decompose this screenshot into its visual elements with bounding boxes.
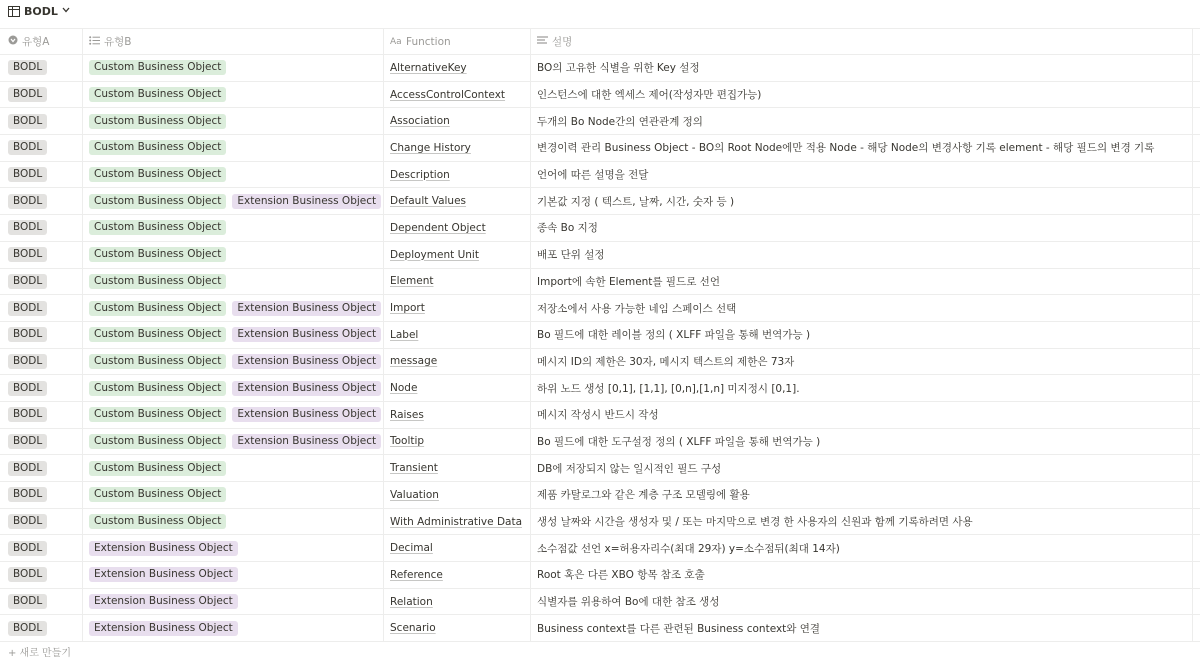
svg-text:Aa: Aa (390, 36, 402, 45)
function-name[interactable]: Association (390, 115, 450, 128)
type-b-cell[interactable] (83, 188, 384, 214)
overflow-cell (1193, 82, 1200, 108)
table-row[interactable] (0, 269, 1200, 296)
type-b-cell[interactable] (83, 482, 384, 508)
type-b-tag: Extension Business Object (232, 194, 381, 209)
type-a-cell[interactable] (0, 295, 83, 321)
overflow-cell (1193, 375, 1200, 401)
overflow-cell (1193, 188, 1200, 214)
function-cell[interactable] (384, 455, 531, 481)
table-row[interactable] (0, 55, 1200, 82)
type-b-tag: Extension Business Object (232, 407, 381, 422)
description-text: 생성 날짜와 시간을 생성자 및 / 또는 마지막으로 변경 한 사용자의 신원과 함께 기록하려면 사용 (537, 516, 973, 529)
table-row[interactable] (0, 349, 1200, 376)
function-cell[interactable] (384, 589, 531, 615)
type-b-cell[interactable] (83, 322, 384, 348)
table-row[interactable] (0, 509, 1200, 536)
type-a-tag: BODL (8, 60, 47, 75)
function-cell[interactable] (384, 188, 531, 214)
function-name[interactable]: Default Values (390, 195, 467, 208)
description-cell[interactable] (531, 429, 1193, 455)
table-row[interactable] (0, 375, 1200, 402)
table-row[interactable] (0, 322, 1200, 349)
description-text: 하위 노드 생성 [0,1], [1,1], [0,n],[1,n] 미지정시 [0,1]. (537, 382, 800, 395)
type-a-cell[interactable] (0, 82, 83, 108)
function-cell[interactable] (384, 215, 531, 241)
type-b-tag: Custom Business Object (89, 194, 226, 209)
type-b-tag: Custom Business Object (89, 461, 226, 476)
overflow-cell (1193, 295, 1200, 321)
description-text: 식별자를 위용하여 Bo에 대한 참조 생성 (537, 596, 720, 609)
type-a-cell[interactable] (0, 215, 83, 241)
new-row-button[interactable]: + 새로 만들기 (8, 648, 72, 659)
description-text: 제품 카탈로그와 같은 계층 구조 모델링에 활용 (537, 489, 750, 502)
type-b-tag: Custom Business Object (89, 407, 226, 422)
type-b-tag: Extension Business Object (232, 327, 381, 342)
overflow-cell (1193, 429, 1200, 455)
type-b-cell[interactable] (83, 82, 384, 108)
type-b-cell[interactable] (83, 615, 384, 641)
overflow-cell (1193, 269, 1200, 295)
function-name[interactable]: Reference (390, 568, 443, 581)
table-row[interactable] (0, 108, 1200, 135)
function-name[interactable]: With Administrative Data (390, 515, 523, 528)
description-cell[interactable] (531, 402, 1193, 428)
description-text: 기본값 지정 ( 텍스트, 날짜, 시간, 숫자 등 ) (537, 195, 735, 208)
overflow-cell (1193, 242, 1200, 268)
type-b-tag: Custom Business Object (89, 434, 226, 449)
type-a-cell[interactable] (0, 269, 83, 295)
table-row[interactable] (0, 482, 1200, 509)
type-b-tag: Custom Business Object (89, 60, 226, 75)
type-b-tag: Extension Business Object (232, 381, 381, 396)
function-cell[interactable] (384, 429, 531, 455)
description-text: Root 혹은 다른 XBO 항목 참조 호출 (537, 569, 705, 582)
type-b-cell[interactable] (83, 108, 384, 134)
function-cell[interactable] (384, 242, 531, 268)
column-label: 유형A (22, 36, 50, 48)
type-a-cell[interactable] (0, 562, 83, 588)
function-name[interactable]: Scenario (390, 622, 436, 635)
type-b-tag: Extension Business Object (89, 567, 238, 582)
function-cell[interactable] (384, 295, 531, 321)
type-a-cell[interactable] (0, 188, 83, 214)
description-cell[interactable] (531, 269, 1193, 295)
type-a-cell[interactable] (0, 162, 83, 188)
type-a-cell[interactable] (0, 615, 83, 641)
function-name[interactable]: Decimal (390, 542, 433, 555)
overflow-cell (1193, 455, 1200, 481)
type-b-tag: Custom Business Object (89, 274, 226, 289)
function-cell[interactable] (384, 322, 531, 348)
function-cell[interactable] (384, 615, 531, 641)
description-text: Bo 필드에 대한 레이블 정의 ( XLFF 파일을 통해 번역가능 ) (537, 329, 811, 342)
description-text: 배포 단위 설정 (537, 249, 605, 262)
table-row[interactable] (0, 135, 1200, 162)
function-cell[interactable] (384, 402, 531, 428)
overflow-cell (1193, 322, 1200, 348)
type-a-cell[interactable] (0, 509, 83, 535)
type-a-cell[interactable] (0, 242, 83, 268)
column-header-function[interactable] (384, 29, 531, 54)
type-b-cell[interactable] (83, 455, 384, 481)
function-cell[interactable] (384, 562, 531, 588)
type-a-tag: BODL (8, 354, 47, 369)
description-cell[interactable] (531, 55, 1193, 81)
overflow-cell (1193, 215, 1200, 241)
description-text: BO의 고유한 식별을 위한 Key 설정 (537, 62, 700, 75)
function-name[interactable]: Import (390, 302, 425, 315)
type-a-cell[interactable] (0, 108, 83, 134)
column-header-type-b[interactable] (83, 29, 384, 54)
type-a-cell[interactable] (0, 322, 83, 348)
table-row[interactable] (0, 295, 1200, 322)
description-cell[interactable] (531, 188, 1193, 214)
view-header[interactable] (0, 0, 1200, 22)
table-row[interactable] (0, 429, 1200, 456)
type-b-cell[interactable] (83, 55, 384, 81)
column-label: 유형B (104, 36, 132, 48)
type-a-tag: BODL (8, 167, 47, 182)
description-cell[interactable] (531, 482, 1193, 508)
type-b-tag: Custom Business Object (89, 381, 226, 396)
description-cell[interactable] (531, 82, 1193, 108)
type-b-tag: Extension Business Object (89, 594, 238, 609)
function-cell[interactable] (384, 162, 531, 188)
table-row[interactable] (0, 535, 1200, 562)
type-b-cell[interactable] (83, 535, 384, 561)
type-b-tag: Extension Business Object (89, 541, 238, 556)
description-cell[interactable] (531, 135, 1193, 161)
type-b-cell[interactable] (83, 509, 384, 535)
type-a-tag: BODL (8, 434, 47, 449)
type-b-cell[interactable] (83, 162, 384, 188)
function-cell[interactable] (384, 55, 531, 81)
type-b-cell[interactable] (83, 402, 384, 428)
column-header-type-a[interactable] (0, 29, 83, 54)
description-text: 변경이력 관리 Business Object - BO의 Root Node에만 적용 Node - 해당 Node의 변경사항 기록 element - 해당 필드의 변경 기록 (537, 142, 1155, 155)
overflow-cell (1193, 135, 1200, 161)
table-row[interactable] (0, 562, 1200, 589)
description-cell[interactable] (531, 108, 1193, 134)
type-a-tag: BODL (8, 274, 47, 289)
function-name[interactable]: AlternativeKey (390, 61, 467, 74)
table-row[interactable] (0, 615, 1200, 642)
type-b-tag: Custom Business Object (89, 327, 226, 342)
function-cell[interactable] (384, 482, 531, 508)
description-cell[interactable] (531, 322, 1193, 348)
overflow-cell (1193, 55, 1200, 81)
type-a-tag: BODL (8, 194, 47, 209)
type-a-cell[interactable] (0, 135, 83, 161)
description-cell[interactable] (531, 375, 1193, 401)
select-icon (8, 35, 18, 48)
table-row[interactable] (0, 188, 1200, 215)
type-a-tag: BODL (8, 567, 47, 582)
column-header-description[interactable] (531, 29, 1193, 54)
description-cell[interactable] (531, 615, 1193, 641)
function-name[interactable]: Valuation (390, 488, 439, 501)
overflow-cell (1193, 589, 1200, 615)
table-icon (8, 6, 20, 17)
type-b-cell[interactable] (83, 589, 384, 615)
overflow-cell (1193, 562, 1200, 588)
type-b-tag: Extension Business Object (89, 621, 238, 636)
type-b-tag: Custom Business Object (89, 487, 226, 502)
description-cell[interactable] (531, 535, 1193, 561)
type-a-tag: BODL (8, 87, 47, 102)
function-cell[interactable] (384, 535, 531, 561)
description-text: 메시지 ID의 제한은 30자, 메시지 텍스트의 제한은 73자 (537, 355, 795, 368)
multi-select-icon (89, 36, 100, 48)
type-b-tag: Custom Business Object (89, 114, 226, 129)
type-b-cell[interactable] (83, 242, 384, 268)
description-cell[interactable] (531, 455, 1193, 481)
overflow-cell (1193, 108, 1200, 134)
text-icon (537, 36, 548, 48)
description-cell[interactable] (531, 215, 1193, 241)
type-b-tag: Extension Business Object (232, 434, 381, 449)
function-name[interactable]: Deployment Unit (390, 248, 479, 261)
table-header (0, 28, 1200, 55)
chevron-down-icon[interactable] (62, 6, 70, 16)
type-a-cell[interactable] (0, 55, 83, 81)
description-cell[interactable] (531, 242, 1193, 268)
function-name[interactable]: Description (390, 168, 450, 181)
table-row[interactable] (0, 215, 1200, 242)
type-a-tag: BODL (8, 541, 47, 556)
function-name[interactable]: Change History (390, 141, 471, 154)
overflow-cell (1193, 349, 1200, 375)
function-cell[interactable] (384, 509, 531, 535)
description-cell[interactable] (531, 295, 1193, 321)
type-a-cell[interactable] (0, 455, 83, 481)
function-cell[interactable] (384, 375, 531, 401)
description-text: Import에 속한 Element를 필드로 선언 (537, 275, 720, 288)
description-text: Business context를 다른 관련된 Business context와 연결 (537, 622, 821, 635)
type-a-tag: BODL (8, 514, 47, 529)
type-b-tag: Extension Business Object (232, 301, 381, 316)
function-cell[interactable] (384, 349, 531, 375)
type-a-tag: BODL (8, 327, 47, 342)
description-cell[interactable] (531, 349, 1193, 375)
type-a-tag: BODL (8, 407, 47, 422)
type-b-tag: Custom Business Object (89, 514, 226, 529)
type-a-tag: BODL (8, 114, 47, 129)
type-a-cell[interactable] (0, 402, 83, 428)
description-cell[interactable] (531, 509, 1193, 535)
overflow-cell (1193, 482, 1200, 508)
description-text: DB에 저장되지 않는 일시적인 필드 구성 (537, 462, 722, 475)
type-b-tag: Custom Business Object (89, 87, 226, 102)
view-title[interactable]: BODL (24, 4, 58, 18)
type-b-tag: Custom Business Object (89, 140, 226, 155)
function-name[interactable]: Tooltip (390, 435, 425, 448)
type-b-tag: Custom Business Object (89, 220, 226, 235)
type-b-cell[interactable] (83, 269, 384, 295)
table-row[interactable] (0, 242, 1200, 269)
type-a-cell[interactable] (0, 429, 83, 455)
description-text: 언어에 따른 설명을 전달 (537, 169, 649, 182)
type-b-tag: Custom Business Object (89, 167, 226, 182)
type-b-cell[interactable] (83, 215, 384, 241)
type-a-tag: BODL (8, 621, 47, 636)
type-a-tag: BODL (8, 301, 47, 316)
description-text: 인스턴스에 대한 엑세스 제어(작성자만 편집가능) (537, 89, 762, 102)
function-name[interactable]: Transient (390, 462, 438, 475)
database-table (0, 28, 1200, 642)
function-name[interactable]: Raises (390, 408, 424, 421)
type-b-cell[interactable] (83, 562, 384, 588)
type-b-cell[interactable] (83, 429, 384, 455)
function-cell[interactable] (384, 269, 531, 295)
type-a-tag: BODL (8, 247, 47, 262)
overflow-cell (1193, 402, 1200, 428)
function-cell[interactable] (384, 82, 531, 108)
type-a-tag: BODL (8, 487, 47, 502)
column-label: Function (406, 35, 451, 48)
function-name[interactable]: Element (390, 275, 434, 288)
overflow-cell (1193, 535, 1200, 561)
function-cell[interactable] (384, 135, 531, 161)
description-cell[interactable] (531, 162, 1193, 188)
table-row[interactable] (0, 82, 1200, 109)
function-cell[interactable] (384, 108, 531, 134)
description-cell[interactable] (531, 562, 1193, 588)
table-row[interactable] (0, 402, 1200, 429)
type-a-cell[interactable] (0, 375, 83, 401)
type-b-cell[interactable] (83, 349, 384, 375)
type-a-cell[interactable] (0, 589, 83, 615)
type-a-cell[interactable] (0, 349, 83, 375)
function-name[interactable]: Dependent Object (390, 221, 486, 234)
description-text: 소수점값 선언 x=허용자리수(최대 29자) y=소수점뒤(최대 14자) (537, 542, 840, 555)
type-b-tag: Custom Business Object (89, 301, 226, 316)
type-a-cell[interactable] (0, 535, 83, 561)
title-icon (390, 36, 402, 48)
table-row[interactable] (0, 589, 1200, 616)
overflow-cell (1193, 509, 1200, 535)
type-a-tag: BODL (8, 140, 47, 155)
overflow-cell (1193, 615, 1200, 641)
function-name[interactable]: Node (390, 382, 418, 395)
description-text: 종속 Bo 지정 (537, 222, 598, 235)
description-text: 메시지 작성시 반드시 작성 (537, 409, 659, 422)
overflow-cell (1193, 162, 1200, 188)
type-b-tag: Custom Business Object (89, 354, 226, 369)
description-text: 저장소에서 사용 가능한 네임 스페이스 선택 (537, 302, 737, 315)
table-row[interactable] (0, 162, 1200, 189)
function-name[interactable]: Label (390, 328, 419, 341)
function-name[interactable]: message (390, 355, 438, 368)
function-name[interactable]: Relation (390, 595, 433, 608)
type-a-tag: BODL (8, 594, 47, 609)
type-b-tag: Extension Business Object (232, 354, 381, 369)
type-b-cell[interactable] (83, 295, 384, 321)
description-cell[interactable] (531, 589, 1193, 615)
type-b-tag: Custom Business Object (89, 247, 226, 262)
type-a-tag: BODL (8, 381, 47, 396)
column-label: 설명 (552, 36, 573, 48)
description-text: Bo 필드에 대한 도구설정 정의 ( XLFF 파일을 통해 번역가능 ) (537, 435, 821, 448)
type-a-cell[interactable] (0, 482, 83, 508)
type-a-tag: BODL (8, 220, 47, 235)
function-name[interactable]: AccessControlContext (390, 88, 506, 101)
type-a-tag: BODL (8, 461, 47, 476)
type-b-cell[interactable] (83, 375, 384, 401)
description-text: 두개의 Bo Node간의 연관관계 정의 (537, 115, 703, 128)
type-b-cell[interactable] (83, 135, 384, 161)
table-row[interactable] (0, 455, 1200, 482)
column-header-overflow (1193, 29, 1200, 54)
